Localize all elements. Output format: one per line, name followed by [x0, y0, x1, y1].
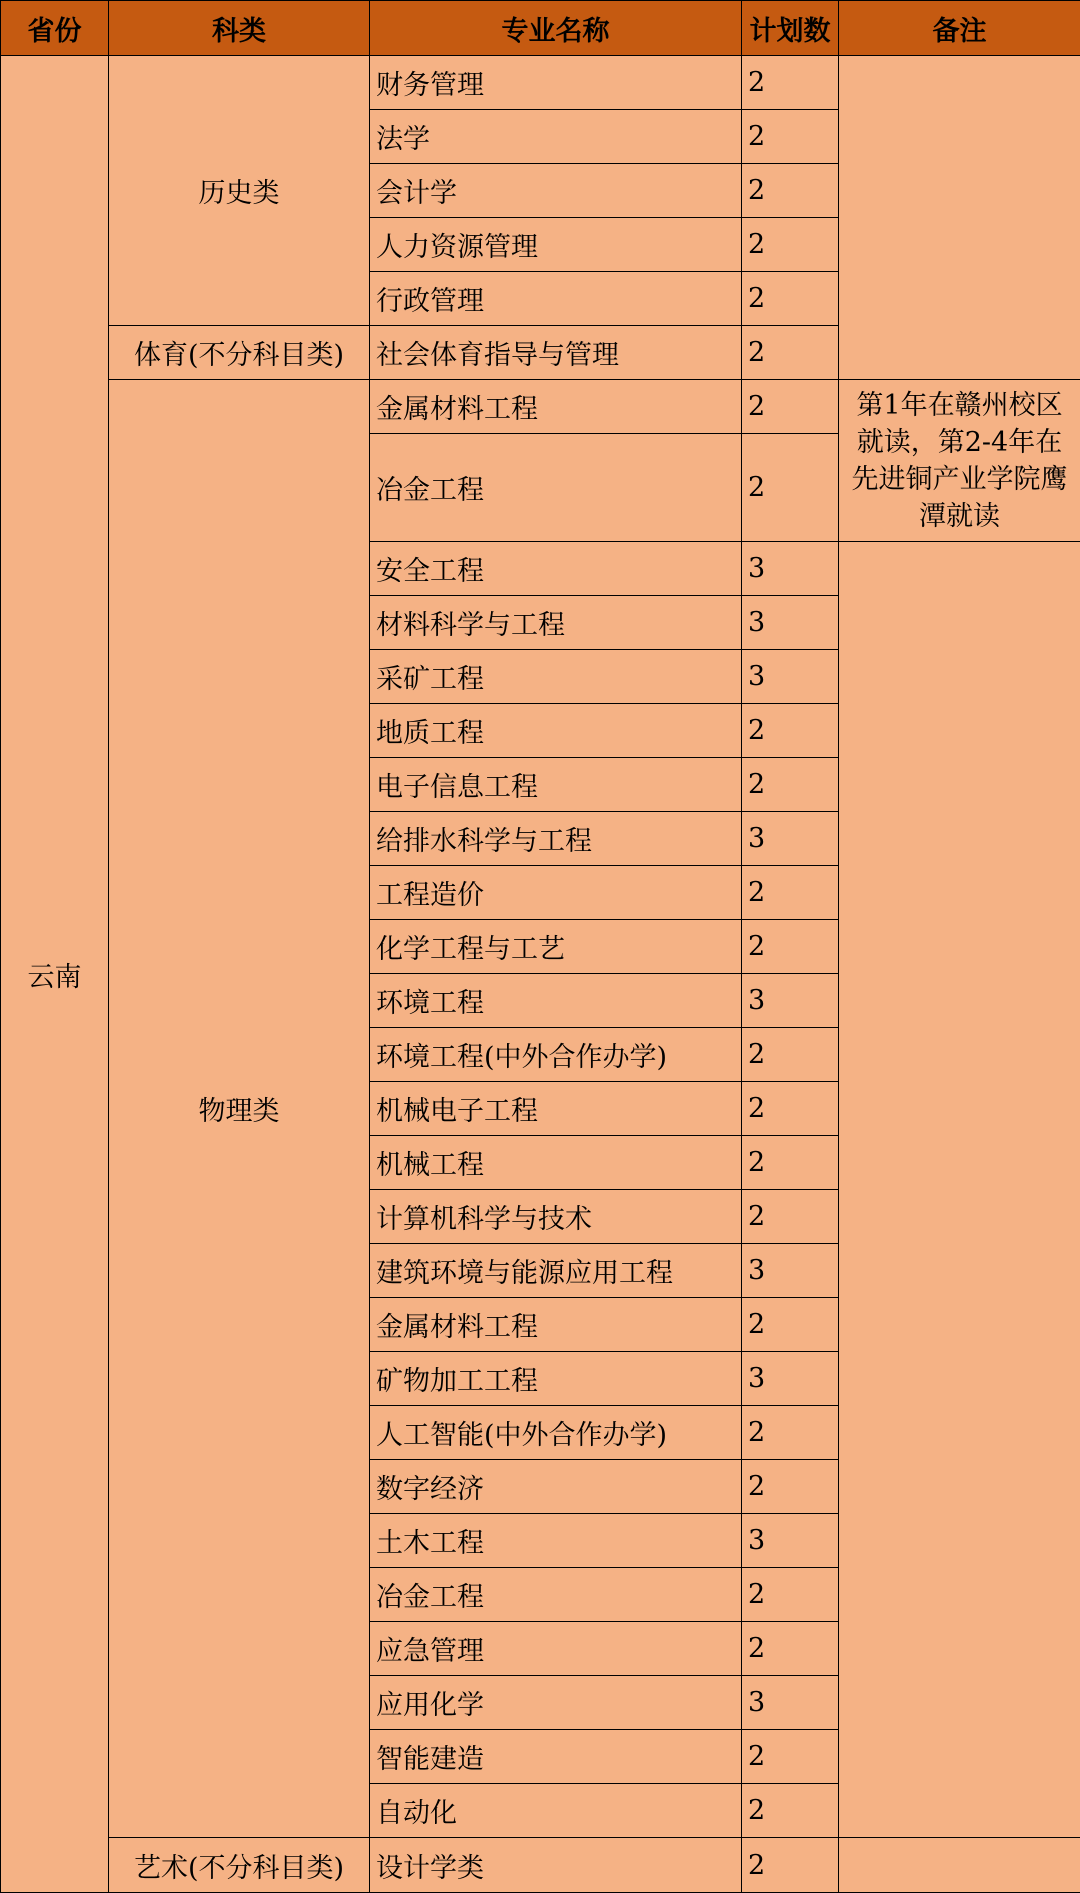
major-cell: 机械电子工程 [370, 1082, 742, 1136]
plan-cell: 2 [742, 1136, 839, 1190]
header-major: 专业名称 [370, 1, 742, 56]
table-row [1, 380, 1080, 434]
major-cell: 机械工程 [370, 1136, 742, 1190]
major-cell: 智能建造 [370, 1730, 742, 1784]
note-cell-empty [839, 56, 1080, 380]
plan-cell: 2 [742, 1730, 839, 1784]
major-cell: 人工智能(中外合作办学) [370, 1406, 742, 1460]
plan-cell: 3 [742, 1676, 839, 1730]
plan-cell: 2 [742, 866, 839, 920]
table-row [1, 56, 1080, 110]
plan-cell: 2 [742, 1838, 839, 1893]
major-cell: 环境工程 [370, 974, 742, 1028]
plan-cell: 3 [742, 596, 839, 650]
plan-cell: 2 [742, 110, 839, 164]
major-cell: 给排水科学与工程 [370, 812, 742, 866]
plan-cell: 2 [742, 272, 839, 326]
plan-cell: 2 [742, 218, 839, 272]
note-cell: 第1年在赣州校区就读，第2-4年在先进铜产业学院鹰潭就读 [839, 380, 1080, 542]
major-cell: 会计学 [370, 164, 742, 218]
plan-cell: 2 [742, 704, 839, 758]
plan-cell: 3 [742, 812, 839, 866]
category-art: 艺术(不分科目类) [109, 1838, 370, 1893]
major-cell: 建筑环境与能源应用工程 [370, 1244, 742, 1298]
major-cell: 冶金工程 [370, 1568, 742, 1622]
plan-cell: 3 [742, 1514, 839, 1568]
plan-cell: 2 [742, 434, 839, 542]
category-physics: 物理类 [109, 380, 370, 1838]
major-cell: 社会体育指导与管理 [370, 326, 742, 380]
plan-cell: 2 [742, 1298, 839, 1352]
major-cell: 应用化学 [370, 1676, 742, 1730]
major-cell: 法学 [370, 110, 742, 164]
major-cell: 化学工程与工艺 [370, 920, 742, 974]
major-cell: 金属材料工程 [370, 1298, 742, 1352]
major-cell: 自动化 [370, 1784, 742, 1838]
header-category: 科类 [109, 1, 370, 56]
major-cell: 地质工程 [370, 704, 742, 758]
plan-cell: 3 [742, 542, 839, 596]
major-cell: 冶金工程 [370, 434, 742, 542]
table-row [1, 1838, 1080, 1893]
plan-cell: 2 [742, 1460, 839, 1514]
plan-cell: 3 [742, 1352, 839, 1406]
header-province: 省份 [1, 1, 109, 56]
major-cell: 安全工程 [370, 542, 742, 596]
major-cell: 采矿工程 [370, 650, 742, 704]
major-cell: 设计学类 [370, 1838, 742, 1893]
plan-cell: 3 [742, 1244, 839, 1298]
major-cell: 工程造价 [370, 866, 742, 920]
major-cell: 计算机科学与技术 [370, 1190, 742, 1244]
plan-cell: 2 [742, 1028, 839, 1082]
major-cell: 矿物加工工程 [370, 1352, 742, 1406]
plan-cell: 2 [742, 1406, 839, 1460]
header-note: 备注 [839, 1, 1080, 56]
major-cell: 环境工程(中外合作办学) [370, 1028, 742, 1082]
note-cell-empty [839, 1838, 1080, 1893]
plan-cell: 2 [742, 920, 839, 974]
plan-cell: 2 [742, 56, 839, 110]
plan-cell: 2 [742, 1784, 839, 1838]
plan-cell: 2 [742, 326, 839, 380]
major-cell: 电子信息工程 [370, 758, 742, 812]
plan-cell: 3 [742, 650, 839, 704]
major-cell: 金属材料工程 [370, 380, 742, 434]
province-cell: 云南 [1, 56, 109, 1893]
category-history: 历史类 [109, 56, 370, 326]
plan-cell: 2 [742, 1568, 839, 1622]
major-cell: 数字经济 [370, 1460, 742, 1514]
major-cell: 应急管理 [370, 1622, 742, 1676]
major-cell: 行政管理 [370, 272, 742, 326]
table-header-row [1, 1, 1080, 56]
plan-cell: 2 [742, 1622, 839, 1676]
category-sports: 体育(不分科目类) [109, 326, 370, 380]
plan-cell: 2 [742, 380, 839, 434]
major-cell: 财务管理 [370, 56, 742, 110]
major-cell: 土木工程 [370, 1514, 742, 1568]
major-cell: 材料科学与工程 [370, 596, 742, 650]
plan-cell: 3 [742, 974, 839, 1028]
plan-cell: 2 [742, 1190, 839, 1244]
plan-cell: 2 [742, 164, 839, 218]
note-cell-empty [839, 542, 1080, 1838]
plan-cell: 2 [742, 758, 839, 812]
header-plan: 计划数 [742, 1, 839, 56]
major-cell: 人力资源管理 [370, 218, 742, 272]
plan-cell: 2 [742, 1082, 839, 1136]
